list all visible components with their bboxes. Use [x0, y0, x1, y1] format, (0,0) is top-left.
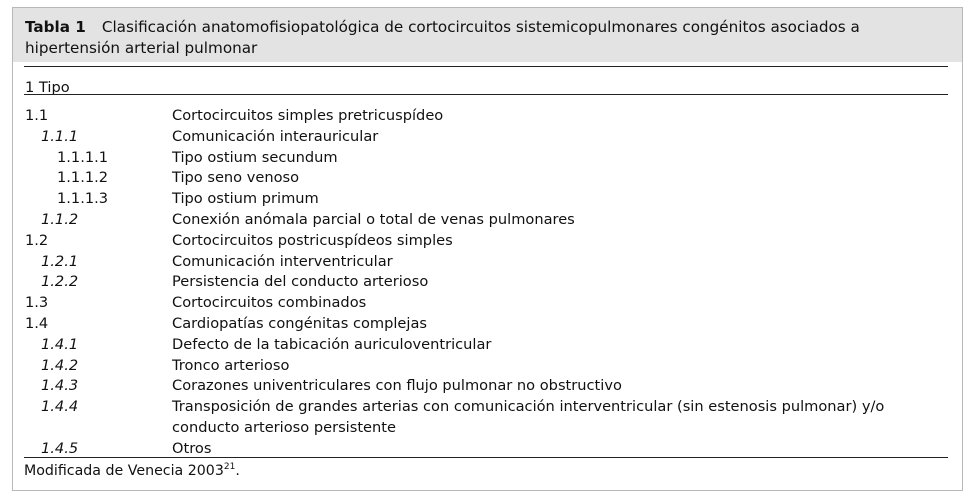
row-description: Tronco arterioso [172, 356, 290, 374]
table-body [13, 106, 962, 460]
row-description: Corazones univentriculares con flujo pulmonar no obstructivo [172, 377, 622, 395]
footnote-text: Modificada de Venecia 2003 [24, 463, 224, 479]
table-row [13, 397, 962, 439]
row-code: 1.4.2 [41, 356, 79, 374]
table-row [13, 314, 962, 335]
table-row [13, 356, 962, 377]
row-code: 1.1.1.3 [57, 190, 109, 208]
table-caption [25, 17, 945, 59]
row-description: Defecto de la tabicación auriculoventricular [172, 335, 492, 353]
row-description: Transposición de grandes arterias con comunicación interventricular (sin estenosis pulmonar) y/o conducto arterioso persistente [172, 398, 885, 436]
row-code: 1.1.1 [41, 127, 79, 145]
row-code: 1.1 [25, 107, 49, 124]
row-description: Conexión anómala parcial o total de venas pulmonares [172, 210, 575, 228]
row-description: Tipo ostium secundum [172, 148, 338, 166]
table-row [13, 127, 962, 148]
row-description: Cortocircuitos combinados [172, 294, 367, 312]
footnote [24, 461, 240, 481]
table-frame [12, 7, 963, 491]
header-rule [24, 94, 948, 95]
top-rule [24, 66, 948, 67]
footnote-end: . [235, 463, 240, 479]
table-row [13, 210, 962, 231]
row-code: 1.3 [25, 294, 49, 312]
row-code: 1.1.1.2 [57, 169, 109, 187]
row-description: Comunicación interauricular [172, 127, 379, 145]
table-row [13, 272, 962, 293]
table-row [13, 189, 962, 210]
row-code: 1.2.2 [41, 273, 79, 291]
row-description: Comunicación interventricular [172, 252, 393, 270]
table-row [13, 293, 962, 314]
row-code: 1.1.2 [41, 210, 79, 228]
table-row [13, 148, 962, 169]
row-code: 1.4.3 [41, 377, 79, 395]
footnote-ref: 21 [223, 462, 236, 472]
row-code: 1.4.4 [41, 398, 79, 416]
table-row [13, 335, 962, 356]
row-description: Cortocircuitos simples pretricuspídeo [172, 107, 444, 124]
bottom-rule [24, 457, 948, 458]
row-description: Cortocircuitos postricuspídeos simples [172, 231, 453, 249]
row-description: Tipo seno venoso [172, 169, 300, 187]
row-code: 1.4.1 [41, 335, 79, 353]
table-row [13, 106, 962, 127]
caption-band [13, 8, 962, 62]
row-code: 1.4 [25, 314, 49, 332]
column-header: 1 Tipo [25, 79, 70, 96]
table-row [13, 376, 962, 397]
table-row [13, 168, 962, 189]
row-code: 1.4.5 [41, 439, 79, 457]
row-description: Persistencia del conducto arterioso [172, 273, 429, 291]
table-row [13, 252, 962, 273]
row-code: 1.2.1 [41, 252, 79, 270]
row-code: 1.2 [25, 231, 49, 249]
row-description: Tipo ostium primum [172, 190, 319, 208]
row-description: Cardiopatías congénitas complejas [172, 314, 428, 332]
table-label: Tabla 1 [25, 18, 86, 36]
table-row [13, 231, 962, 252]
row-description: Otros [172, 439, 212, 457]
row-code: 1.1.1.1 [57, 148, 109, 166]
table-title: Clasificación anatomofisiopatológica de cortocircuitos sistemicopulmonares congénitos asociados a hipertensión arterial pulmonar [25, 18, 860, 57]
